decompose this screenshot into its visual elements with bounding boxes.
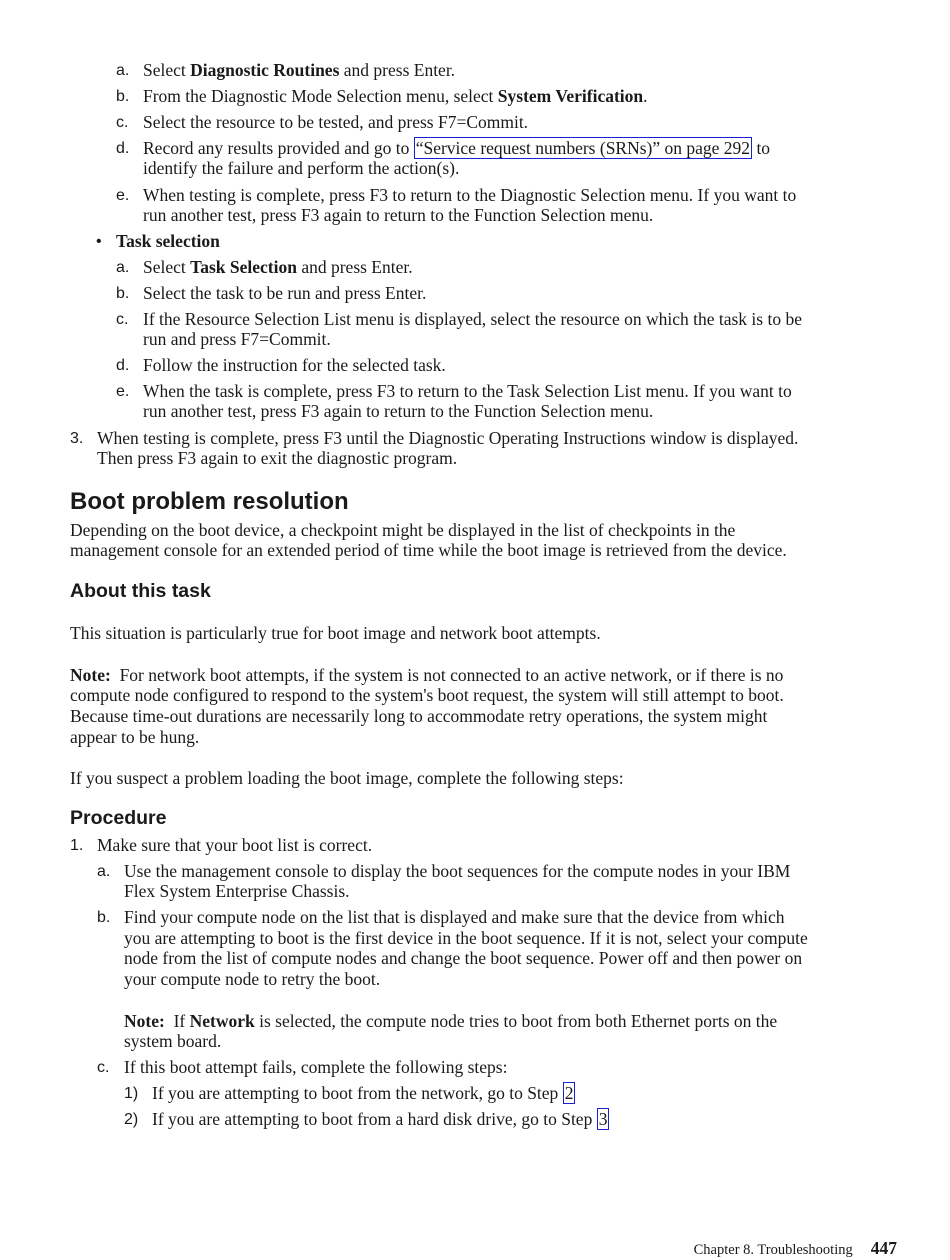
srn-link[interactable]: “Service request numbers (SRNs)” on page 292 [415, 138, 751, 158]
task-step-b: Select the task to be run and press Enter. [143, 283, 427, 303]
list-marker: 2) [124, 1111, 139, 1128]
list-marker: a. [116, 62, 130, 79]
procedure-step-b: Find your compute node on the list that is displayed and make sure that the device from which [124, 907, 785, 927]
note-label: Note: [124, 1011, 165, 1031]
subsection-title: About this task [70, 580, 211, 602]
note-line: Because time-out durations are necessarily long to accommodate retry operations, the system might [70, 706, 768, 726]
diag-step-d: Record any results provided and go to “Service request numbers (SRNs)” on page 292 to [143, 138, 771, 158]
list-marker: a. [97, 863, 111, 880]
page-number: 447 [870, 1238, 897, 1258]
list-marker: 1. [70, 837, 84, 854]
note-line: Note: For network boot attempts, if the system is not connected to an active network, or if there is no [70, 665, 784, 685]
procedure-step-c: If this boot attempt fails, complete the following steps: [124, 1057, 508, 1077]
diag-step-e: When testing is complete, press F3 to return to the Diagnostic Selection menu. If you want to [143, 185, 797, 205]
task-step-e-cont: run another test, press F3 again to return to the Function Selection menu. [143, 401, 654, 421]
list-marker: c. [97, 1059, 110, 1076]
note-label: Note: [70, 665, 111, 685]
list-marker: b. [116, 285, 130, 302]
substep-2: If you are attempting to boot from a hard disk drive, go to Step 3 [152, 1109, 608, 1129]
procedure-step-b-cont: node from the list of compute nodes and change the boot sequence. Power off and then power on [124, 948, 803, 968]
procedure-step-a-cont: Flex System Enterprise Chassis. [124, 881, 350, 901]
note-line: compute node configured to respond to the system's boot request, the system will still attempt to boot. [70, 685, 784, 705]
footer-chapter: Chapter 8. Troubleshooting [693, 1242, 853, 1258]
list-marker: 3. [70, 430, 84, 447]
step-3: When testing is complete, press F3 until the Diagnostic Operating Instructions window is displayed. [97, 428, 799, 448]
list-marker: b. [116, 88, 130, 105]
list-marker: b. [97, 909, 111, 926]
boot-intro: Depending on the boot device, a checkpoint might be displayed in the list of checkpoints in the [70, 520, 736, 540]
procedure-step-b-cont: you are attempting to boot is the first device in the boot sequence. If it is not, select your compute [124, 928, 808, 948]
task-step-c: If the Resource Selection List menu is displayed, select the resource on which the task is to be [143, 309, 802, 329]
task-step-d: Follow the instruction for the selected task. [143, 355, 446, 375]
task-selection-heading: Task selection [116, 231, 220, 251]
step-3-cont: Then press F3 again to exit the diagnostic program. [97, 448, 458, 468]
list-marker: c. [116, 114, 129, 131]
about-paragraph: If you suspect a problem loading the boot image, complete the following steps: [70, 768, 624, 788]
procedure-step-1: Make sure that your boot list is correct. [97, 835, 373, 855]
step-3-link[interactable]: 3 [598, 1109, 608, 1129]
list-marker: e. [116, 383, 130, 400]
boot-intro-cont: management console for an extended period of time while the boot image is retrieved from the device. [70, 540, 787, 560]
network-note: Note: If Network is selected, the compute node tries to boot from both Ethernet ports on the [124, 1011, 778, 1031]
diag-step-d-cont: identify the failure and perform the action(s). [143, 158, 460, 178]
task-step-e: When the task is complete, press F3 to return to the Task Selection List menu. If you want to [143, 381, 792, 401]
list-marker: e. [116, 187, 130, 204]
network-note-cont: system board. [124, 1031, 222, 1051]
list-marker: a. [116, 259, 130, 276]
page-footer [694, 1238, 897, 1259]
diag-step-e-cont: run another test, press F3 again to return to the Function Selection menu. [143, 205, 654, 225]
list-marker: d. [116, 140, 130, 157]
step-2-link[interactable]: 2 [564, 1083, 574, 1103]
list-marker: d. [116, 357, 130, 374]
procedure-step-b-cont: your compute node to retry the boot. [124, 969, 381, 989]
subsection-title: Procedure [70, 807, 167, 829]
section-title: Boot problem resolution [70, 488, 349, 515]
about-paragraph: This situation is particularly true for boot image and network boot attempts. [70, 623, 601, 643]
procedure-step-a: Use the management console to display the boot sequences for the compute nodes in your IBM [124, 861, 791, 881]
diag-step-c: Select the resource to be tested, and press F7=Commit. [143, 112, 529, 132]
diag-step-b: From the Diagnostic Mode Selection menu, select System Verification. [143, 86, 648, 106]
list-marker: c. [116, 311, 129, 328]
note-line: appear to be hung. [70, 727, 200, 747]
diag-step-a: Select Diagnostic Routines and press Enter. [143, 60, 456, 80]
task-step-a: Select Task Selection and press Enter. [143, 257, 413, 277]
substep-1: If you are attempting to boot from the network, go to Step 2 [152, 1083, 574, 1103]
list-marker: 1) [124, 1085, 139, 1102]
task-step-c-cont: run and press F7=Commit. [143, 329, 331, 349]
bullet-marker: • [96, 233, 102, 250]
